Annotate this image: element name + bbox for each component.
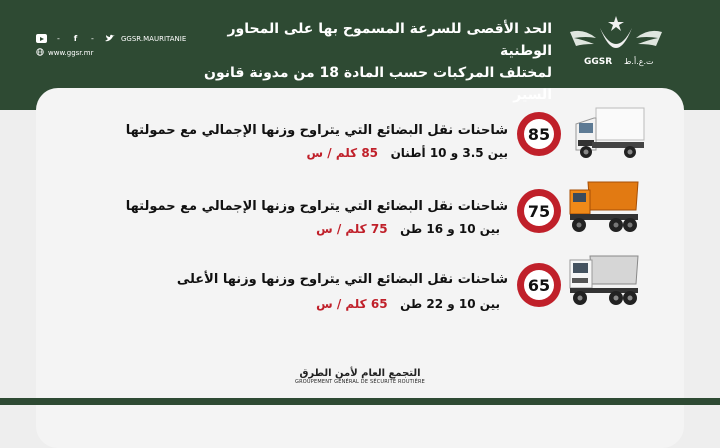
rule-3-weight (316, 297, 500, 311)
rule-1-weight-range: بين 3.5 و 10 أطنان (390, 146, 508, 160)
separator: - (91, 34, 94, 43)
rule-1-weight (307, 146, 508, 160)
logo-arabic: ت.ع.أ.ط (624, 57, 654, 66)
social-handle: GGSR.MAURITANIE (121, 34, 187, 43)
website-row (36, 48, 93, 58)
rule-2-weight-range: بين 10 و 16 طن (400, 222, 500, 236)
facebook-icon[interactable]: f (73, 34, 78, 43)
bottom-strip (0, 398, 720, 405)
speed-limit-sign-85: 85 (517, 112, 561, 156)
title-line-1: الحد الأقصى للسرعة المسموح بها على المحاور الوطنية (227, 21, 552, 59)
ggsr-logo (566, 14, 666, 76)
social-links (36, 34, 186, 43)
globe-icon (36, 48, 44, 58)
separator: - (57, 34, 60, 43)
website-url: www.ggsr.mr (48, 49, 94, 57)
rule-1-speed: 85 كلم / س (306, 146, 379, 160)
rule-2-speed: 75 كلم / س (316, 222, 388, 236)
footer-arabic: التجمع العام لأمن الطرق (299, 368, 421, 379)
rule-1-description: شاحنات نقل البضائع التي يتراوح وزنها الإجمالي مع حمولتها (125, 123, 508, 138)
logo-text: GGSR (584, 57, 613, 67)
footer-french: GROUPEMENT GÉNÉRAL DE SÉCURITÉ ROUTIÈRE (295, 379, 425, 385)
footer-organization (280, 368, 440, 385)
dump-truck-orange-icon (566, 178, 640, 230)
box-truck-icon (572, 106, 646, 158)
title-line-2: لمختلف المركبات حسب المادة 18 من مدونة قانون السير (204, 65, 552, 103)
speed-limit-sign-65: 65 (517, 263, 561, 307)
rule-3-speed: 65 كلم / س (316, 297, 388, 311)
rule-3-weight-range: بين 10 و 22 طن (400, 297, 500, 311)
rule-3-description: شاحنات نقل البضائع التي يتراوح وزنها وزنها الأعلى (176, 272, 508, 287)
dump-truck-white-icon (566, 250, 640, 302)
rule-2-description: شاحنات نقل البضائع التي يتراوح وزنها الإجمالي مع حمولتها (125, 199, 508, 214)
page-title (172, 18, 552, 106)
speed-limit-sign-75: 75 (517, 189, 561, 233)
twitter-icon[interactable] (104, 34, 115, 43)
rule-2-weight (316, 222, 500, 236)
youtube-icon[interactable] (36, 34, 47, 43)
